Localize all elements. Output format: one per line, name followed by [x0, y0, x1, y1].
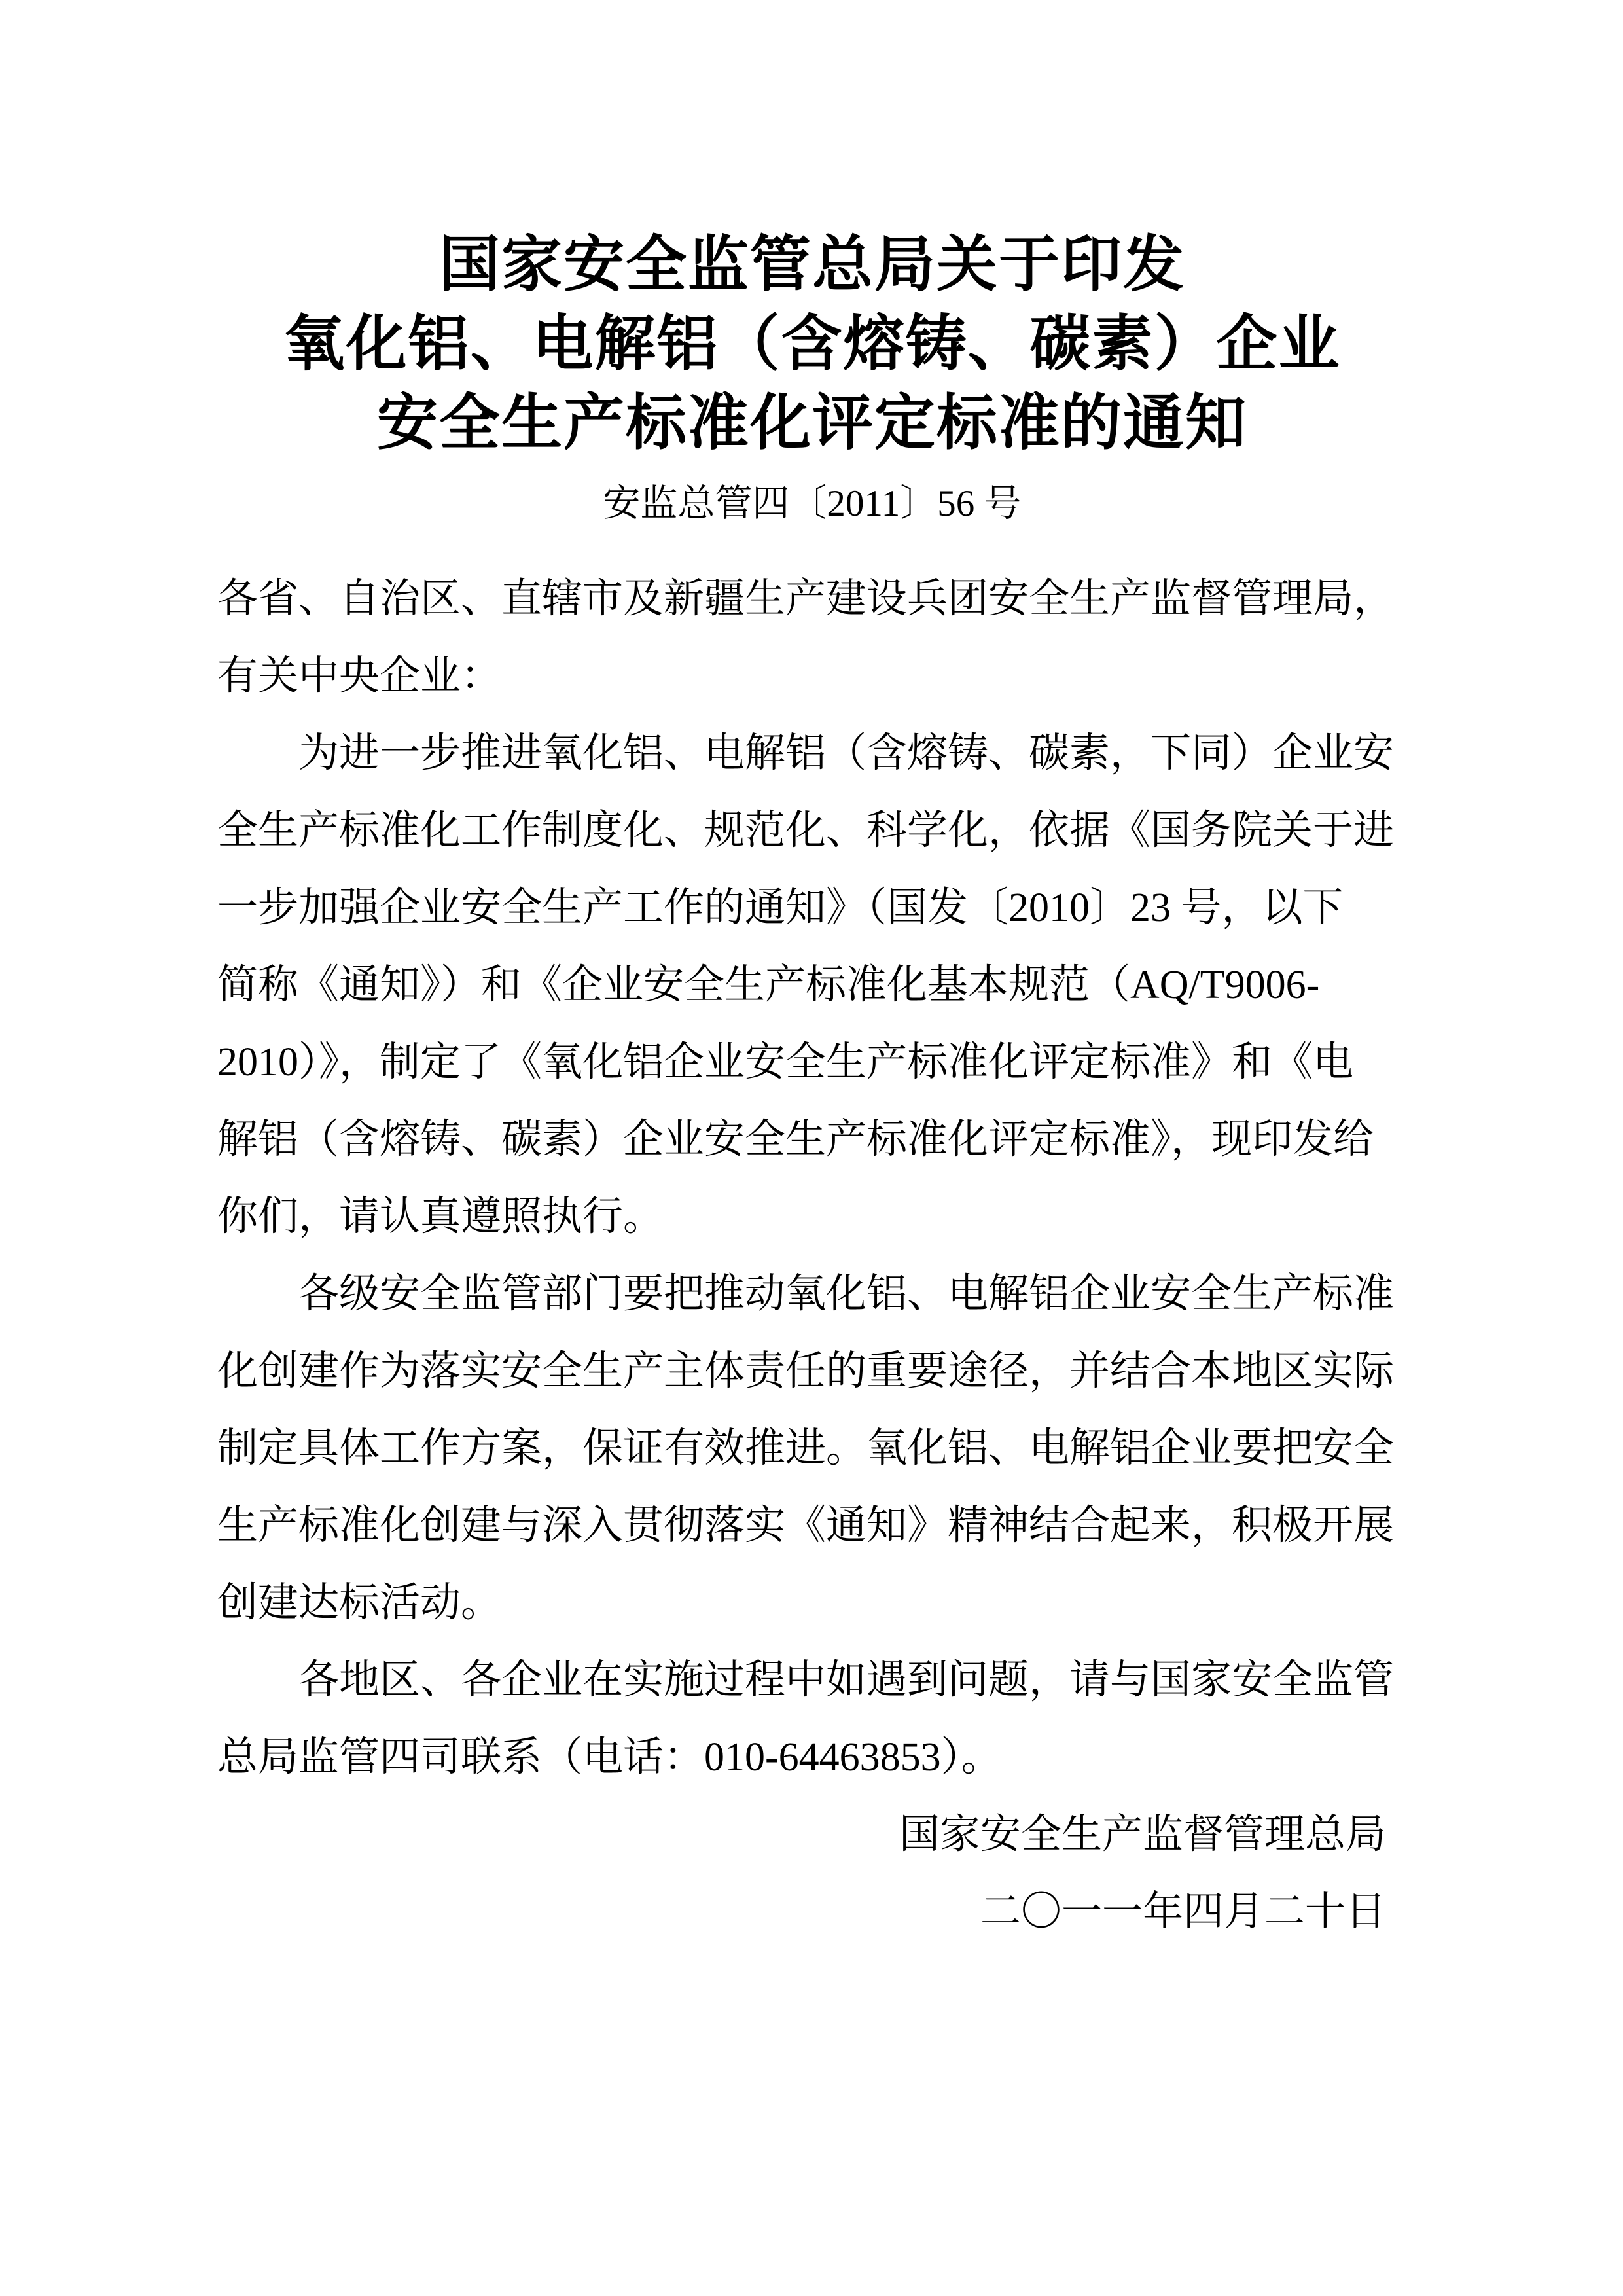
- title-line-3: 安全生产标准化评定标准的通知: [377, 390, 1247, 457]
- body-line: 简称《通知》）和《企业安全生产标准化基本规范（AQ/T9006-: [217, 963, 1320, 1007]
- body-line: 化创建作为落实安全生产主体责任的重要途径，并结合本地区实际: [217, 1349, 1395, 1393]
- title-line-1: 国家安全监管总局关于印发: [439, 232, 1185, 299]
- body-line: 为进一步推进氧化铝、电解铝（含熔铸、碳素，下同）企业安: [217, 731, 1395, 776]
- body-line: 创建达标活动。: [217, 1581, 502, 1625]
- signature-block: [217, 1796, 1407, 1950]
- body-line: 各级安全监管部门要把推动氧化铝、电解铝企业安全生产标准: [217, 1272, 1395, 1316]
- document-number: 安监总管四〔2011〕56 号: [603, 483, 1022, 524]
- body-line: 全生产标准化工作制度化、规范化、科学化，依据《国务院关于进: [217, 808, 1395, 853]
- signature-agency: 国家安全生产监督管理总局: [899, 1812, 1386, 1857]
- signature-date: 二〇一一年四月二十日: [980, 1890, 1386, 1934]
- body-line: 制定具体工作方案，保证有效推进。氧化铝、电解铝企业要把安全: [217, 1426, 1395, 1471]
- title-line-2: 氧化铝、电解铝（含熔铸、碳素）企业: [283, 311, 1341, 378]
- body-line: 你们，请认真遵照执行。: [217, 1194, 664, 1239]
- body-line: 一步加强企业安全生产工作的通知》（国发〔2010〕23 号，以下: [217, 886, 1344, 930]
- body-line: 各省、自治区、直辖市及新疆生产建设兵团安全生产监督管理局，: [217, 577, 1395, 621]
- document-body: [217, 560, 1407, 1796]
- body-line: 总局监管四司联系（电话：010-64463853）。: [217, 1735, 1002, 1780]
- body-line: 各地区、各企业在实施过程中如遇到问题，请与国家安全监管: [217, 1658, 1395, 1702]
- body-line: 解铝（含熔铸、碳素）企业安全生产标准化评定标准》，现印发给: [217, 1117, 1374, 1162]
- body-line: 生产标准化创建与深入贯彻落实《通知》精神结合起来，积极开展: [217, 1503, 1395, 1548]
- document-title: [217, 226, 1407, 463]
- body-line: 有关中央企业：: [217, 654, 502, 698]
- body-line: 2010）》，制定了《氧化铝企业安全生产标准化评定标准》和《电: [217, 1040, 1354, 1085]
